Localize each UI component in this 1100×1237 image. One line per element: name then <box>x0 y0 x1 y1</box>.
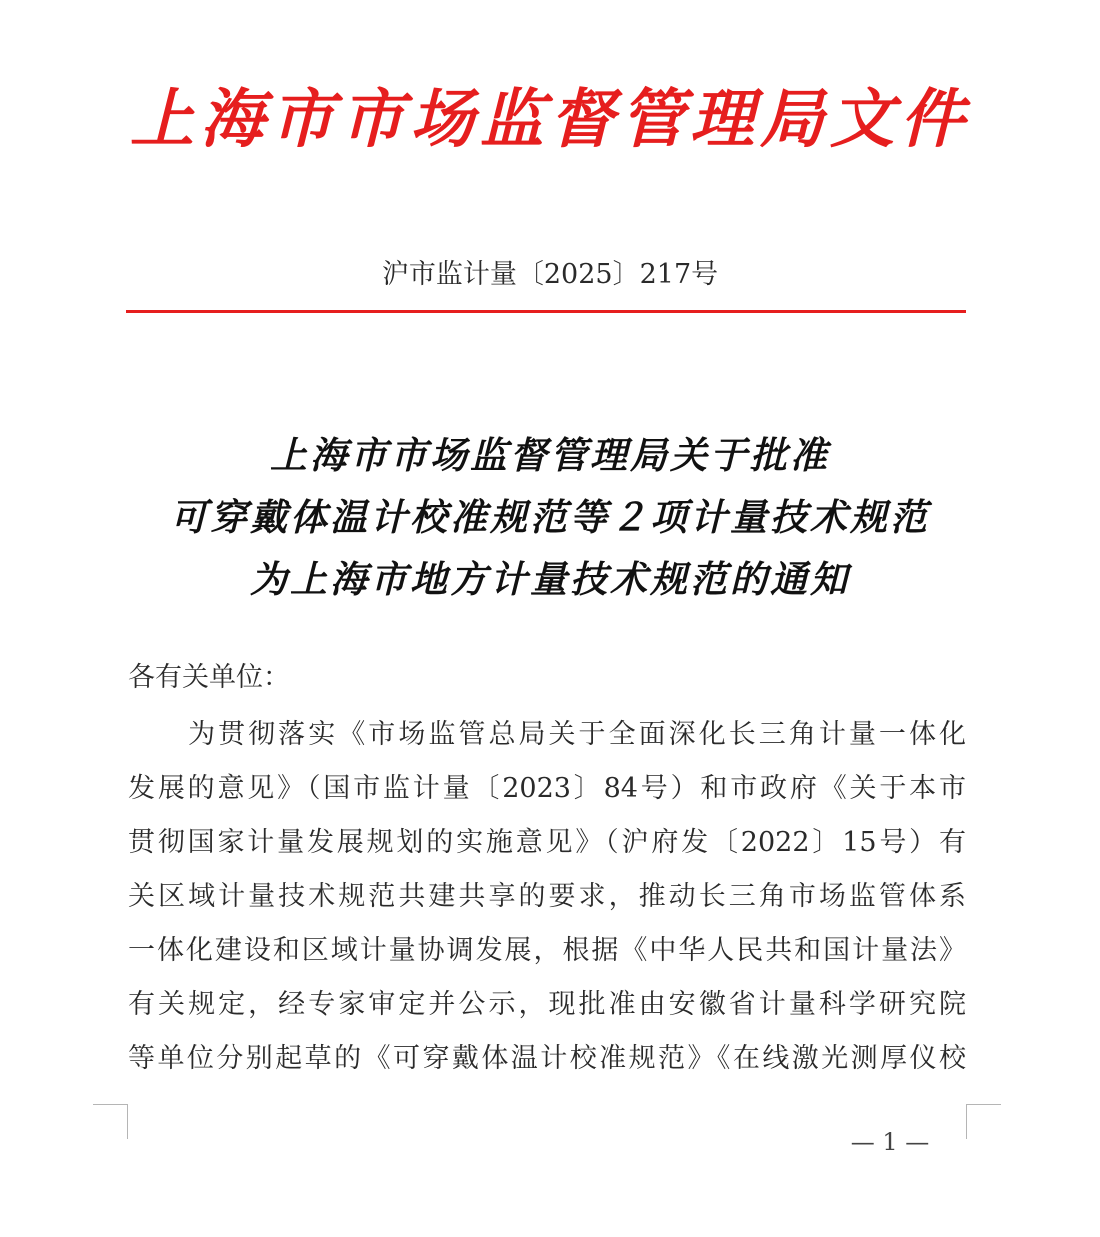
body-line-3: 贯彻国家计量发展规划的实施意见》（沪府发〔2022〕15号）有 <box>128 827 966 858</box>
body-line-2: 发展的意见》（国市监计量〔2023〕84号）和市政府《关于本市 <box>128 773 966 804</box>
title-line-3: 为上海市地方计量技术规范的通知 <box>250 557 850 601</box>
crop-mark-right <box>966 1104 1001 1139</box>
salutation: 各有关单位： <box>128 662 290 693</box>
red-divider <box>126 310 966 313</box>
body-line-6: 有关规定，经专家审定并公示，现批准由安徽省计量科学研究院 <box>128 989 966 1020</box>
issuer-header: 上海市市场监督管理局文件 <box>130 82 970 157</box>
body-line-4: 关区域计量技术规范共建共享的要求，推动长三角市场监管体系 <box>128 881 966 912</box>
body-line-5: 一体化建设和区域计量协调发展，根据《中华人民共和国计量法》 <box>128 935 966 966</box>
body-line-1: 为贯彻落实《市场监管总局关于全面深化长三角计量一体化 <box>128 719 966 750</box>
body-paragraph <box>128 708 966 1086</box>
page-number: — 1 — <box>850 1128 930 1156</box>
notice-title <box>80 424 1020 610</box>
title-line-2: 可穿戴体温计校准规范等２项计量技术规范 <box>170 495 930 539</box>
document-number: 沪市监计量〔2025〕217号 <box>381 259 719 290</box>
body-line-7: 等单位分别起草的《可穿戴体温计校准规范》《在线激光测厚仪校 <box>128 1043 966 1074</box>
title-line-1: 上海市市场监督管理局关于批准 <box>270 433 830 477</box>
crop-mark-left <box>93 1104 128 1139</box>
